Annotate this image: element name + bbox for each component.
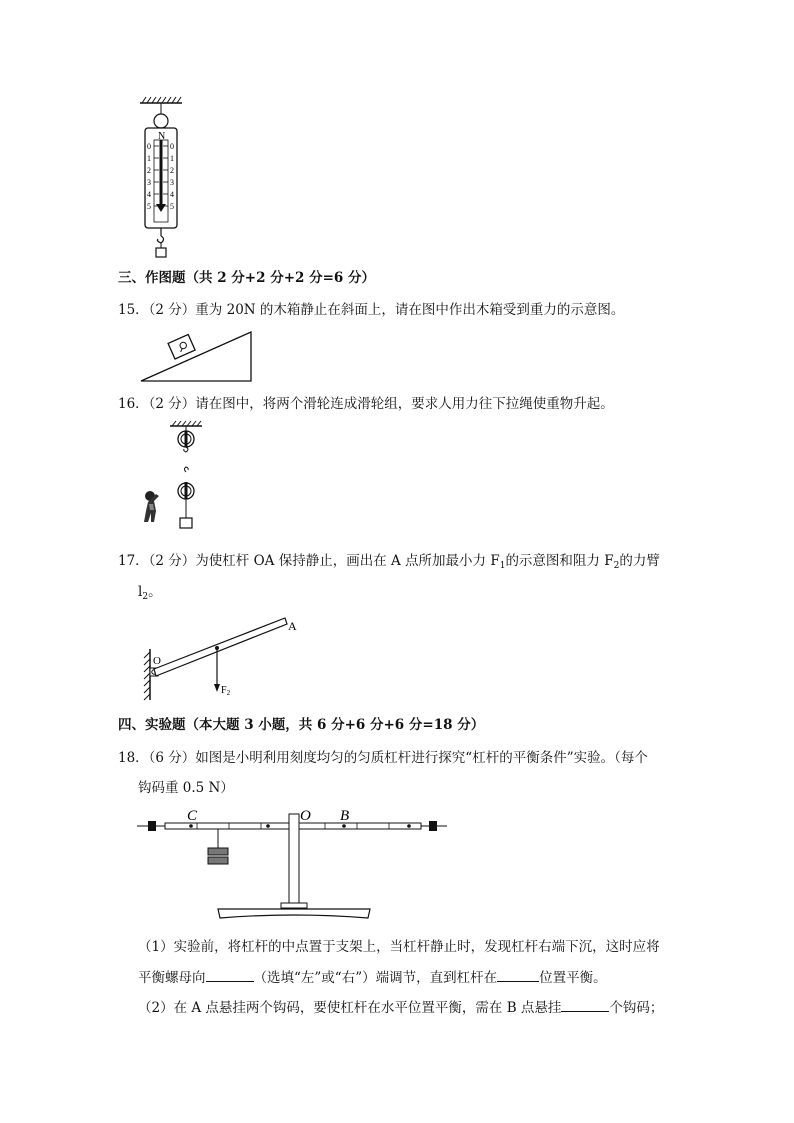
person-icon <box>144 491 159 522</box>
tick-label: 0 <box>170 142 174 151</box>
tick-label: 5 <box>170 202 174 211</box>
question-15-text: 15．（2 分）重为 20N 的木箱静止在斜面上，请在图中作出木箱受到重力的示意图。 <box>118 302 625 318</box>
tick-label: 2 <box>147 166 151 175</box>
section-3-heading: 三、作图题（共 2 分+2 分+2 分=6 分） <box>118 270 376 286</box>
section-4-heading: 四、实验题（本大题 3 小题，共 6 分+6 分+6 分=18 分） <box>118 717 485 733</box>
incline-box-figure <box>140 330 255 385</box>
label-o: O <box>153 655 161 667</box>
question-17-line-2 <box>138 582 162 607</box>
question-17-line2-end: 。 <box>148 584 162 600</box>
label-a: A <box>288 619 297 633</box>
answer-blank-direction[interactable] <box>206 967 254 982</box>
tick-label: 4 <box>147 190 151 199</box>
part-1-text-b: 平衡螺母向 <box>138 970 206 986</box>
tick-label: 1 <box>170 154 174 163</box>
part-2-text-b: 个钩码； <box>609 1000 664 1016</box>
question-18-part-1-line-1: （1）实验前，将杠杆的中点置于支架上，当杠杆静止时，发现杠杆右端下沉，这时应将 <box>138 939 660 955</box>
question-17-text-b: 的示意图和阻力 F <box>505 553 614 569</box>
lever-oa-figure <box>140 614 320 704</box>
lever-experiment-figure <box>135 806 455 926</box>
tick-label: 2 <box>170 166 174 175</box>
label-f2 <box>221 685 231 697</box>
label-f: F <box>221 685 227 696</box>
part-2-text-a: （2）在 A 点悬挂两个钩码，要使杠杆在水平位置平衡，需在 B 点悬挂 <box>138 1000 562 1016</box>
answer-blank-count[interactable] <box>561 997 609 1012</box>
tick-label: 5 <box>147 202 151 211</box>
tick-label: 4 <box>170 190 174 199</box>
label-o: O <box>300 808 311 824</box>
part-1-text-c: （选填“左”或“右”）端调节，直到杠杆在 <box>253 970 498 986</box>
pulley-figure <box>140 420 210 532</box>
question-17-text-a: 17．（2 分）为使杠杆 OA 保持静止，画出在 A 点所加最小力 F <box>118 553 500 569</box>
question-18-part-1-line-2 <box>138 967 607 988</box>
question-17-text-c: 的力臂 <box>619 553 660 569</box>
tick-label: 3 <box>147 178 151 187</box>
part-1-text-d: 位置平衡。 <box>539 970 607 986</box>
tick-label: 1 <box>147 154 151 163</box>
subscript: 2 <box>142 592 149 602</box>
subscript: 1 <box>499 561 506 571</box>
subscript: 2 <box>613 561 620 571</box>
tick-label: 3 <box>170 178 174 187</box>
question-18-line-2: 钩码重 0.5 N） <box>138 780 234 796</box>
spring-scale-figure <box>134 96 194 266</box>
question-17-line2-main: l <box>138 584 143 600</box>
spring-scale-unit: N <box>158 131 166 142</box>
label-b: B <box>340 808 350 824</box>
question-18-part-2 <box>138 997 663 1018</box>
label-c: C <box>187 808 198 824</box>
question-18-line-1: 18．（6 分）如图是小明利用刻度均匀的匀质杠杆进行探究“杠杆的平衡条件”实验。（每个 <box>118 750 648 766</box>
answer-blank-position[interactable] <box>497 967 539 982</box>
question-16-text: 16．（2 分）请在图中，将两个滑轮连成滑轮组，要求人用力往下拉绳使重物升起。 <box>118 396 614 412</box>
tick-label: 0 <box>147 142 151 151</box>
question-17-text <box>118 551 660 576</box>
label-f-subscript: 2 <box>226 689 231 697</box>
